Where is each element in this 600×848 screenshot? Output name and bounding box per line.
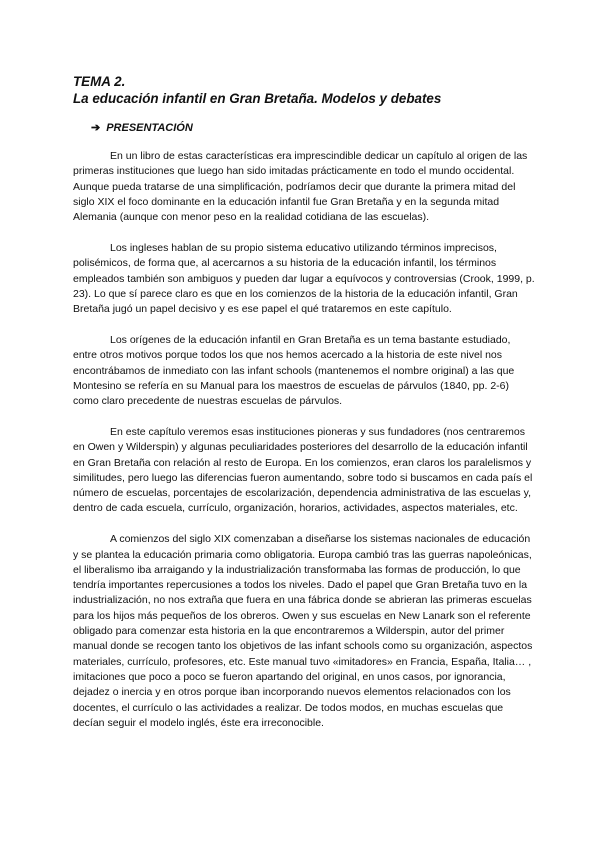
paragraph-4: En este capítulo veremos esas instituciones pioneras y sus fundadores (nos centraremos en Owen y Wilderspin) y algunas peculiaridades posteriores del desarrollo de la educación infantil en Gran Bretaña con relación al resto de Europa. En los comienzos, eran claros los paralelismos y similitudes, pero luego las diferencias fueron aumentando, sobre todo si buscamos en cada país el número de escuelas, porcentajes de escolarización, dependencia administrativa de las escuelas y, dentro de cada escuela, currículo, organización, horarios, actividades, aspectos materiales, etc. [73, 425, 533, 515]
document-title [73, 73, 441, 107]
section-heading [91, 121, 193, 134]
body-text [73, 149, 535, 747]
paragraph-2: Los ingleses hablan de su propio sistema educativo utilizando términos imprecisos, polisémicos, de forma que, al acercarnos a su historia de la educación infantil, los términos empleados también son ambiguos y pueden dar lugar a equívocos y controversias (Crook, 1999, p. 23). Lo que sí parece claro es que en los comienzos de la historia de la educación infantil, Gran Bretaña jugó un papel decisivo y es ese papel el qué trataremos en este capítulo. [73, 241, 535, 316]
chapter-title: La educación infantil en Gran Bretaña. Modelos y debates [73, 91, 442, 106]
arrow-right-icon: ➔ [91, 122, 101, 134]
chapter-number: TEMA 2. [73, 74, 126, 89]
paragraph-5: A comienzos del siglo XIX comenzaban a diseñarse los sistemas nacionales de educación y se plantea la educación primaria como obligatoria. Europa cambió tras las guerras napoleónicas, el liberalismo iba arraigando y la industrialización transformaba las formas de producción, lo que tendría importantes repercusiones a todos los niveles. Dado el papel que Gran Bretaña tuvo en la industrialización, no nos extraña que fuera en una fábrica donde se abrieran las primeras escuelas para los hijos más pequeños de los obreros. Owen y sus escuelas en New Lanark son el referente obligado para comenzar esta historia en la que encontraremos a Wilderspin, autor del primer manual donde se recogen tanto los objetivos de las infant schools como su organización, aspectos materiales, currículo, profesores, etc. Este manual tuvo «imitadores» en Francia, España, Italia… , imitaciones que poco a poco se fueron apartando del original, en unos casos, por ignorancia, dejadez o inercia y en otros porque iban incorporando nuevos elementos relacionados con los docentes, el currículo o las actividades a realizar. De todos modos, en muchas escuelas que decían seguir el modelo inglés, éste era irreconocible. [73, 533, 533, 729]
section-heading-label: PRESENTACIÓN [106, 122, 193, 134]
paragraph-1: En un libro de estas características era imprescindible dedicar un capítulo al origen de las primeras instituciones que luego han sido imitadas prácticamente en todo el mundo occidental. Aunque pueda tratarse de una simplificación, podríamos decir que durante la primera mitad del siglo XIX el foco dominante en la educación infantil fue Gran Bretaña y en la segunda mitad Alemania (aunque con menor peso en la realidad cotidiana de las escuelas). [73, 150, 528, 224]
paragraph-3: Los orígenes de la educación infantil en Gran Bretaña es un tema bastante estudiado, entre otros motivos porque todos los que nos hemos acercado a la historia de este nivel nos encontrábamos de inmediato con las infant schools (mantenemos el nombre original) a las que Montesino se refería en su Manual para los maestros de escuelas de párvulos (1840, pp. 2-6) como claro precedente de nuestras escuelas de párvulos. [73, 333, 515, 408]
